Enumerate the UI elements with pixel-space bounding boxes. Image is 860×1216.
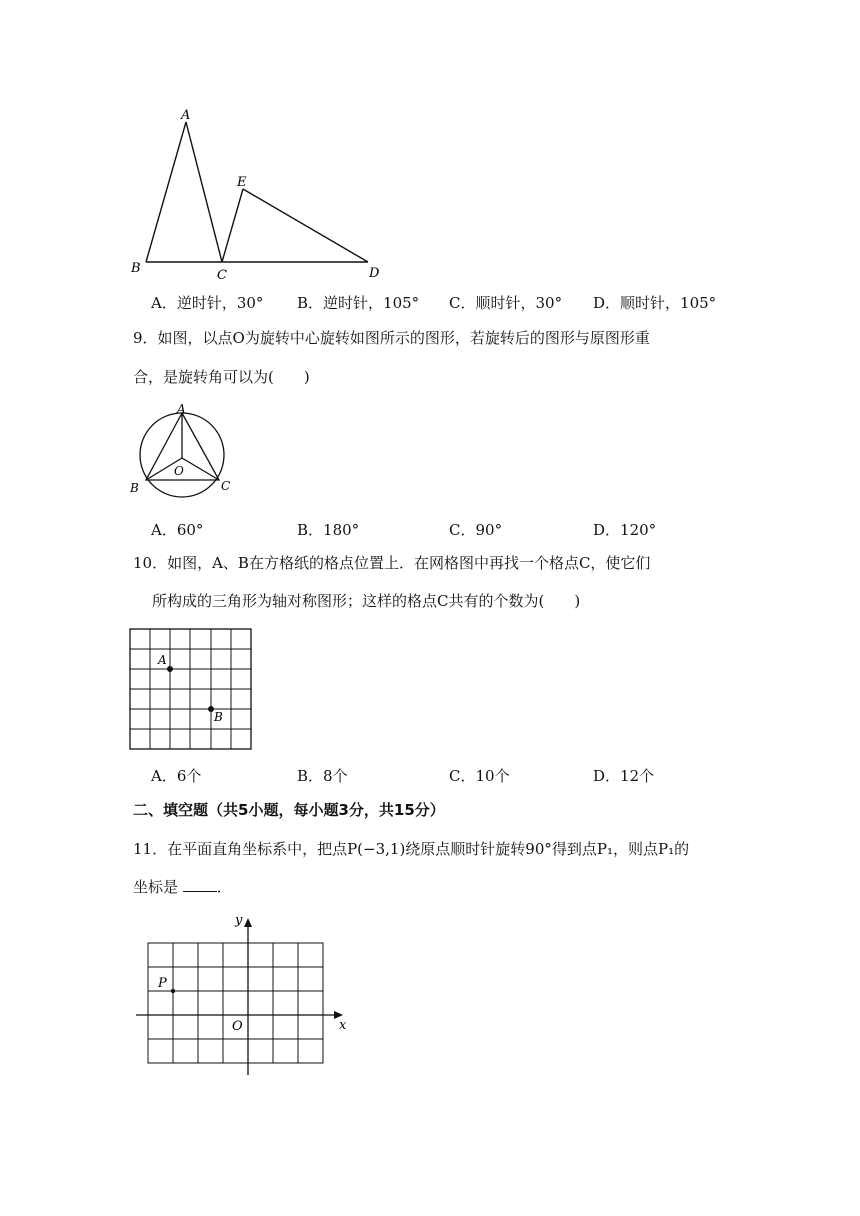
label-O: O	[232, 1019, 243, 1034]
segment-ED	[243, 189, 368, 262]
q9-option-b[interactable]: B．180°	[297, 521, 360, 539]
q8-option-a[interactable]: A．逆时针，30°	[151, 294, 264, 312]
q8-option-c[interactable]: C．顺时针，30°	[449, 294, 563, 312]
segment-AC	[186, 122, 222, 262]
point-A	[167, 666, 173, 672]
q9-text-line2: 合，是旋转角可以为( )	[133, 368, 310, 386]
q9-option-d[interactable]: D．120°	[593, 521, 657, 539]
label-A: A	[158, 653, 167, 667]
q11-period: ．	[216, 878, 232, 896]
q10-option-b[interactable]: B．8个	[297, 767, 348, 785]
q11-text-line2	[133, 876, 232, 897]
q10-option-c[interactable]: C．10个	[449, 767, 510, 785]
label-A: A	[177, 402, 186, 416]
q10-text-line2: 所构成的三角形为轴对称图形；这样的格点C共有的个数为( )	[152, 592, 581, 610]
q10-grid-figure	[125, 625, 260, 755]
label-P: P	[158, 976, 167, 991]
label-B: B	[131, 261, 141, 276]
answer-blank[interactable]	[183, 877, 217, 892]
label-C: C	[221, 479, 231, 493]
y-axis-arrow	[244, 918, 252, 927]
segment-CE	[222, 189, 243, 262]
q11-prompt: 坐标是	[133, 878, 179, 896]
label-D: D	[369, 266, 380, 281]
q8-option-b[interactable]: B．逆时针，105°	[297, 294, 420, 312]
label-B: B	[130, 481, 139, 495]
segment-AB	[146, 122, 186, 262]
label-x: x	[339, 1018, 347, 1033]
label-B: B	[214, 710, 223, 724]
q9-option-c[interactable]: C．90°	[449, 521, 503, 539]
label-O: O	[174, 464, 184, 478]
q9-text-line1: 9．如图，以点O为旋转中心旋转如图所示的图形，若旋转后的图形与原图形重	[133, 329, 650, 347]
section-heading: 二、填空题（共5小题，每小题3分，共15分）	[133, 801, 445, 819]
q8-figure	[125, 105, 395, 283]
q11-coordinate-figure	[128, 908, 353, 1078]
label-A: A	[181, 108, 191, 123]
q10-option-d[interactable]: D．12个	[593, 767, 655, 785]
label-C: C	[217, 268, 227, 283]
point-P	[171, 989, 175, 993]
label-y: y	[235, 913, 243, 928]
q10-text-line1: 10．如图，A、B在方格纸的格点位置上．在网格图中再找一个格点C，使它们	[133, 554, 651, 572]
q9-option-a[interactable]: A．60°	[151, 521, 204, 539]
q10-option-a[interactable]: A．6个	[151, 767, 202, 785]
q8-option-d[interactable]: D．顺时针，105°	[593, 294, 717, 312]
q11-text-line1: 11．在平面直角坐标系中，把点P(−3,1)绕原点顺时针旋转90°得到点P₁，则点P₁的	[133, 840, 690, 858]
q9-figure	[125, 400, 245, 500]
label-E: E	[237, 175, 247, 190]
